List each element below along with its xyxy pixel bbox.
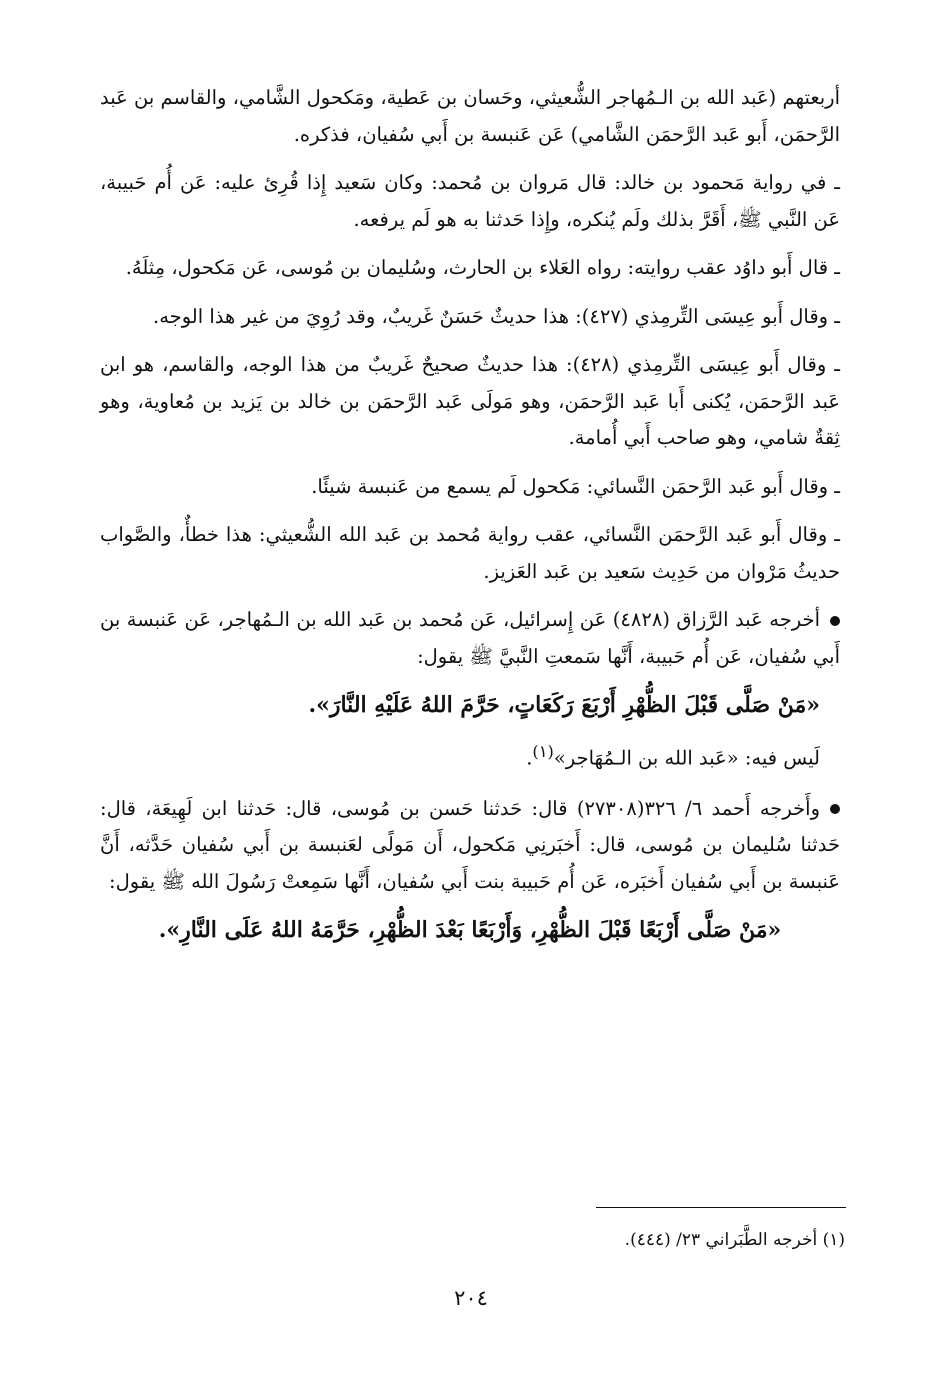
- takhrij-paragraph: [100, 602, 840, 675]
- paragraph: أربعتهم (عَبد الله بن الـمُهاجر الشُّعيثي، وحَسان بن عَطية، ومَكحول الشَّامي، والقاسم بن عَبد الرَّحمَن، أَبو عَبد الرَّحمَن الشَّامي) عَن عَنبسة بن أَبي سُفيان، فذكره.: [100, 86, 840, 146]
- footnote-ref[interactable]: (١): [532, 741, 554, 761]
- footnote-divider: [596, 1207, 846, 1208]
- bullet-icon: [830, 616, 840, 626]
- hadith-quote: «مَنْ صَلَّى قَبْلَ الظُّهْرِ أَرْبَعَ رَكَعَاتٍ، حَرَّمَ اللهُ عَلَيْهِ النَّارَ».: [308, 692, 820, 718]
- note-text: لَيس فيه: «عَبد الله بن الـمُهَاجر»: [553, 746, 820, 769]
- footnote: (١) أخرجه الطَّبَراني ٢٣/ (٤٤٤).: [624, 1230, 845, 1250]
- paragraph: ـ وقال أَبو عِيسَى التِّرمِذي (٤٢٧): هذا حديثٌ حَسَنٌ غَريبٌ، وقد رُوِيَ من غير هذا الوجه.: [153, 304, 840, 328]
- takhrij-text: أخرجه عَبد الرَّزاق (٤٨٢٨) عَن إِسرائيل، عَن مُحمد بن عَبد الله بن الـمُهاجر، عَن عَنبسة بن أَبي سُفيان، عَن أُم حَبيبة، أَنَّها سَمعتِ النَّبيَّ ﷺ يقول:: [100, 608, 840, 668]
- takhrij-note: [100, 734, 840, 777]
- note-end: .: [526, 746, 533, 769]
- paragraph: ـ قال أَبو داوُد عقب روايته: رواه العَلاء بن الحارث، وسُليمان بن مُوسى، عَن مَكحول، مِثلَهُ.: [125, 256, 840, 279]
- paragraph: ـ في رواية مَحمود بن خالد: قال مَروان بن مُحمد: وكان سَعيد إِذا قُرِئ عليه: عَن أُم حَبيبة، عَن النَّبي ﷺ، أَقَرَّ بذلك ولَم يُنكره، وإِذا حَدثنا به هو لَم يرفعه.: [100, 171, 840, 231]
- main-text: [100, 80, 840, 959]
- hadith-quote: «مَنْ صَلَّى أَرْبَعًا قَبْلَ الظُّهْرِ، وَأَرْبَعًا بَعْدَ الظُّهْرِ، حَرَّمَهُ اللهُ عَلَى النَّارِ».: [158, 917, 782, 943]
- takhrij-text: وأَخرجه أَحمد ٦/ ٣٢٦(٢٧٣٠٨) قال: حَدثنا حَسن بن مُوسى، قال: حَدثنا ابن لَهِيعَة، قال: حَدثنا سُليمان بن مُوسى، قال: أَخبَرنِي مَكحول، أَن مَولًى لعَنبسة بن أَبي سُفيان حَدَّثه، أَنَّ عَنبسة بن أَبي سُفيان أَخبَره، عَن أُم حَبيبة بنت أَبي سُفيان، أَنَّها سَمِعتْ رَسُولَ الله ﷺ يقول:: [100, 796, 840, 893]
- takhrij-paragraph: [100, 791, 840, 901]
- paragraph: ـ وقال أَبو عَبد الرَّحمَن النَّسائي، عقب رواية مُحمد بن عَبد الله الشُّعيثي: هذا خطأٌ، والصَّواب حديثُ مَرْوان من حَدِيث سَعيد بن عَبد العَزيز.: [100, 523, 840, 583]
- page-number: ٢٠٤: [454, 1286, 488, 1310]
- paragraph: ـ وقال أَبو عِيسَى التِّرمِذي (٤٢٨): هذا حديثٌ صحيحٌ غَريبٌ من هذا الوجه، والقاسم، هو ابن عَبد الرَّحمَن، يُكنى أَبا عَبد الرَّحمَن، وهو مَولَى عَبد الرَّحمَن بن خالد بن يَزيد بن مُعاوية، وهو ثِقةٌ شامي، وهو صاحب أَبي أُمامة.: [100, 353, 840, 449]
- paragraph: ـ وقال أَبو عَبد الرَّحمَن النَّسائي: مَكحول لَم يسمع من عَنبسة شيئًا.: [311, 474, 840, 498]
- bullet-icon: [830, 804, 840, 814]
